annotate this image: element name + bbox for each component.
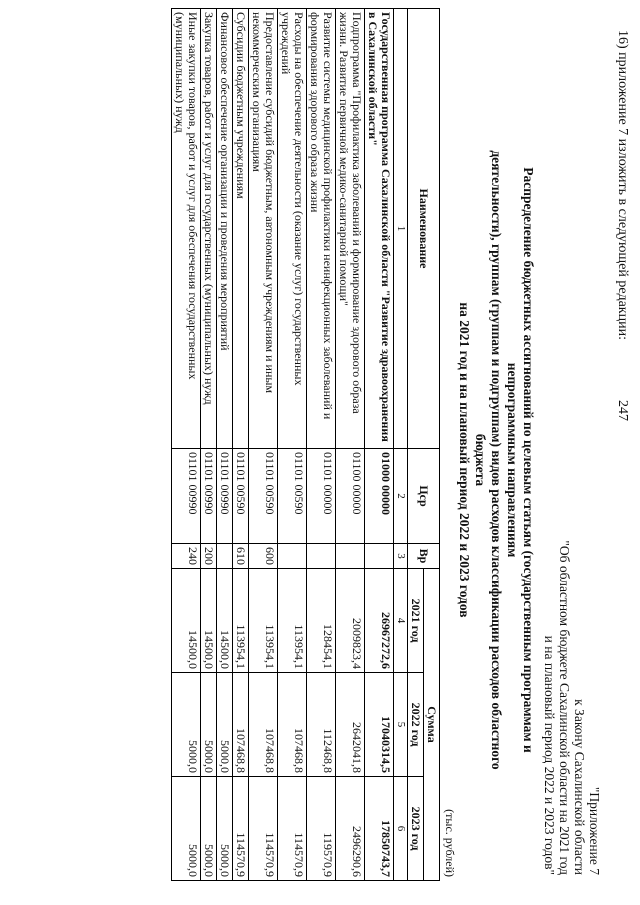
table-row [217, 9, 233, 881]
row-sum-2021: 113954,1 [233, 569, 249, 673]
header-sum: Сумма [424, 569, 440, 881]
table-row [307, 9, 336, 881]
column-number: 5 [394, 673, 408, 777]
row-name: Закупка товаров, работ и услуг для государственных (муниципальных) нужд [201, 9, 217, 449]
row-csr: 01101 00990 [172, 449, 201, 544]
row-csr: 01101 00990 [201, 449, 217, 544]
row-name: Государственная программа Сахалинской области "Развитие здравоохранения в Сахалинской области" [365, 9, 394, 449]
row-sum-2022: 112468,8 [307, 673, 336, 777]
row-csr: 01000 00000 [365, 449, 394, 544]
row-vr: 200 [201, 544, 217, 569]
row-sum-2022: 107468,8 [278, 673, 307, 777]
column-number: 1 [394, 9, 408, 449]
row-sum-2022: 5000,0 [172, 673, 201, 777]
row-vr [217, 544, 233, 569]
row-name: Предоставление субсидий бюджетным, автономным учреждениям и иным некоммерческим организациям [249, 9, 278, 449]
header-year-2022: 2022 год [408, 673, 424, 777]
table-row [365, 9, 394, 881]
row-vr [307, 544, 336, 569]
table-row [249, 9, 278, 881]
row-sum-2023: 114570,9 [278, 777, 307, 881]
title-line: Распределение бюджетных ассигнований по целевым статьям (государственным программам и непрограммным направлениям [505, 167, 536, 753]
row-name: Иные закупки товаров, работ и услуг для обеспечения государственных (муниципальных) нужд [172, 9, 201, 449]
row-vr: 610 [233, 544, 249, 569]
row-csr: 01100 00000 [336, 449, 365, 544]
row-vr: 600 [249, 544, 278, 569]
row-csr: 01101 00990 [217, 449, 233, 544]
row-sum-2021: 113954,1 [278, 569, 307, 673]
edit-note: 16) приложение 7 изложить в следующей редакции: [615, 30, 630, 340]
row-sum-2022: 2642041,8 [336, 673, 365, 777]
table-row [201, 9, 217, 881]
column-number: 4 [394, 569, 408, 673]
row-csr: 01101 00590 [233, 449, 249, 544]
row-sum-2023: 5000,0 [172, 777, 201, 881]
appendix-line: и на плановый период 2022 и 2023 годов" [542, 635, 557, 875]
column-number: 6 [394, 777, 408, 881]
row-sum-2021: 128454,1 [307, 569, 336, 673]
appendix-line: к Закону Сахалинской области [572, 699, 587, 875]
row-name: Подпрограмма "Профилактика заболеваний и формирование здорового образа жизни. Развитие первичной медико-санитарной помощи" [336, 9, 365, 449]
row-csr: 01101 00590 [249, 449, 278, 544]
row-sum-2021: 113954,1 [249, 569, 278, 673]
appendix-reference [542, 515, 602, 875]
row-sum-2023: 5000,0 [217, 777, 233, 881]
table-row [336, 9, 365, 881]
row-name: Субсидии бюджетным учреждениям [233, 9, 249, 449]
title-line: деятельности), группам (группам и подгруппам) видов расходов классификации расходов областного бюджета [473, 150, 504, 770]
row-sum-2022: 107468,8 [249, 673, 278, 777]
row-sum-2021: 26967272,6 [365, 569, 394, 673]
row-name: Развитие системы медицинской профилактики неинфекционных заболеваний и формирования здорового образа жизни [307, 9, 336, 449]
row-name: Финансовое обеспечение организации и проведения мероприятий [217, 9, 233, 449]
row-sum-2022: 5000,0 [217, 673, 233, 777]
appendix-line: "Приложение 7 [587, 786, 602, 875]
header-vr: Вр [408, 544, 440, 569]
table-row [278, 9, 307, 881]
row-sum-2023: 17850743,7 [365, 777, 394, 881]
table-row [172, 9, 201, 881]
page-number: 247 [615, 400, 630, 421]
title-line: на 2021 год и на плановый период 2022 и 2023 годов [457, 302, 472, 618]
row-sum-2023: 5000,0 [201, 777, 217, 881]
row-vr [365, 544, 394, 569]
row-sum-2021: 14500,0 [172, 569, 201, 673]
appendix-line: "Об областном бюджете Сахалинской области на 2021 год [557, 540, 572, 875]
row-csr: 01101 00590 [278, 449, 307, 544]
row-sum-2022: 107468,8 [233, 673, 249, 777]
row-sum-2023: 119570,9 [307, 777, 336, 881]
header-year-2023: 2023 год [408, 777, 424, 881]
table-row [233, 9, 249, 881]
budget-table [171, 8, 440, 881]
row-sum-2022: 5000,0 [201, 673, 217, 777]
row-csr: 01101 00000 [307, 449, 336, 544]
row-vr: 240 [172, 544, 201, 569]
row-sum-2023: 114570,9 [233, 777, 249, 881]
header-name: Наименование [408, 9, 440, 449]
column-number: 3 [394, 544, 408, 569]
column-number: 2 [394, 449, 408, 544]
header-csr: Цср [408, 449, 440, 544]
row-sum-2021: 14500,0 [217, 569, 233, 673]
row-vr [336, 544, 365, 569]
row-sum-2021: 2009823,4 [336, 569, 365, 673]
header-year-2021: 2021 год [408, 569, 424, 673]
row-name: Расходы на обеспечение деятельности (оказание услуг) государственных учреждений [278, 9, 307, 449]
document-title [456, 150, 536, 770]
row-sum-2023: 114570,9 [249, 777, 278, 881]
row-vr [278, 544, 307, 569]
row-sum-2021: 14500,0 [201, 569, 217, 673]
row-sum-2023: 2496290,6 [336, 777, 365, 881]
row-sum-2022: 17040314,5 [365, 673, 394, 777]
units-label: (тыс. рублей) [443, 809, 457, 877]
